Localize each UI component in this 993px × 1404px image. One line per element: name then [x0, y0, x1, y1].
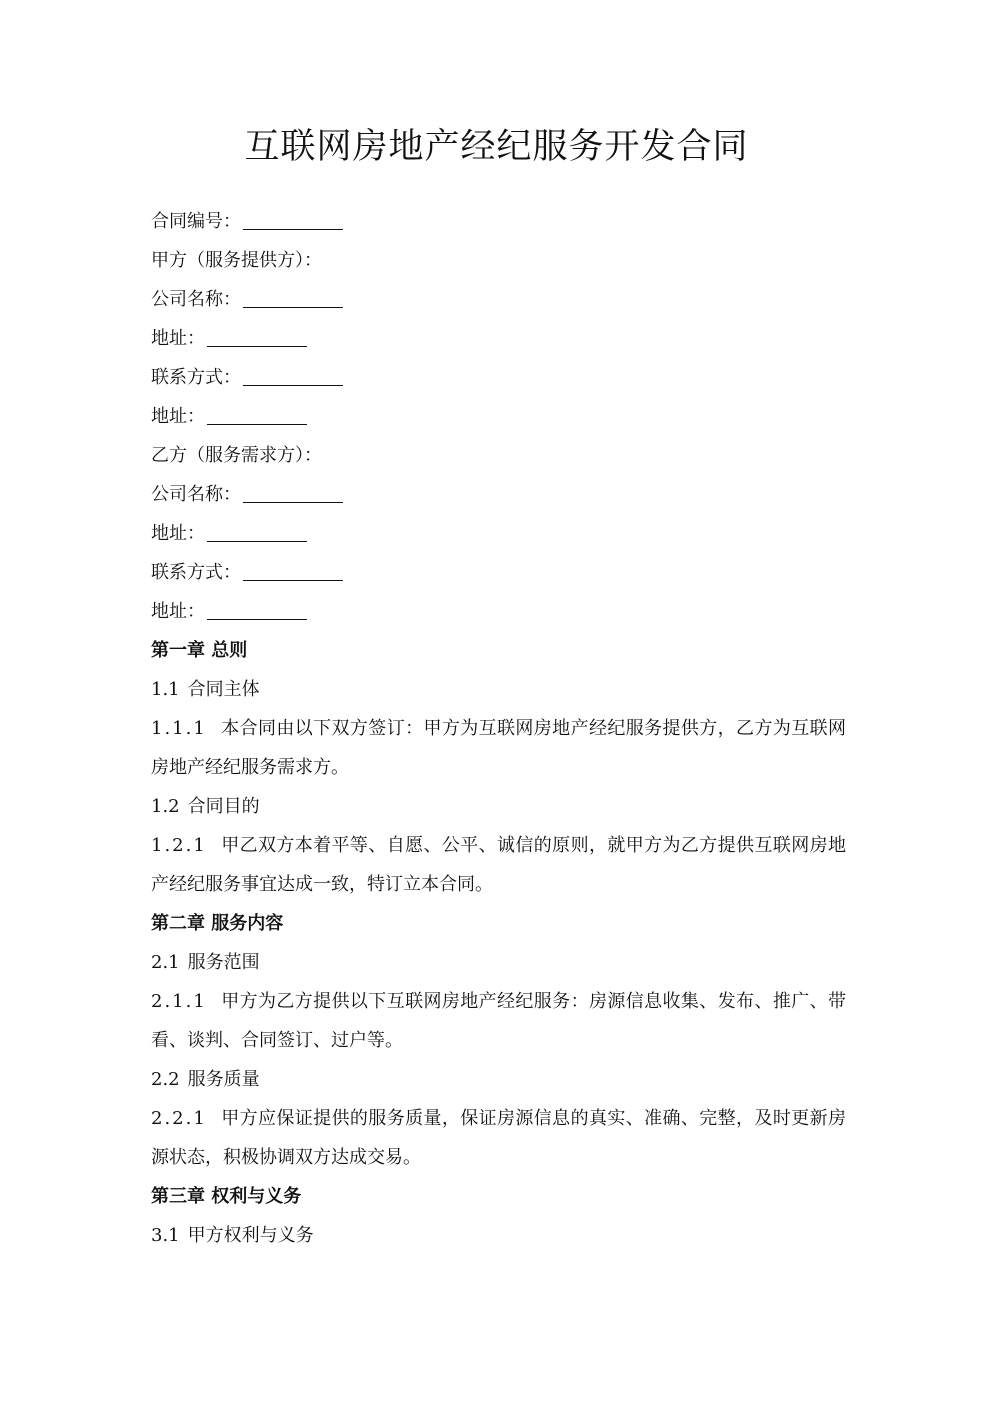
field-party-a-company	[151, 280, 846, 319]
section-number: 2.1	[151, 952, 180, 973]
section-heading	[151, 670, 846, 709]
clause-paragraph	[151, 1099, 846, 1177]
field-party-a-address-2	[151, 397, 846, 436]
clause-paragraph	[151, 982, 846, 1060]
field-label: 地址：	[151, 406, 205, 427]
section-heading	[151, 1216, 846, 1255]
contract-body	[151, 202, 846, 1255]
section-title: 合同主体	[187, 679, 260, 700]
clause-number: 1.2.1	[151, 835, 207, 856]
clause-text: 甲方为乙方提供以下互联网房地产经纪服务：房源信息收集、发布、推广、带看、谈判、合同签订、过户等。	[151, 991, 846, 1051]
party-b-heading	[151, 436, 846, 475]
section-title: 甲方权利与义务	[187, 1225, 314, 1246]
section-title: 服务质量	[187, 1069, 260, 1090]
fill-in-blank	[243, 384, 343, 386]
section-number: 3.1	[151, 1225, 180, 1246]
field-party-b-company	[151, 475, 846, 514]
chapter-heading: 第二章 服务内容	[151, 913, 284, 934]
clause-text: 本合同由以下双方签订：甲方为互联网房地产经纪服务提供方，乙方为互联网房地产经纪服务需求方。	[151, 718, 846, 778]
fill-in-blank	[243, 579, 343, 581]
field-label: 甲方（服务提供方）：	[151, 250, 322, 271]
chapter-heading: 第三章 权利与义务	[151, 1186, 302, 1207]
fill-in-blank	[207, 345, 307, 347]
field-label: 地址：	[151, 523, 205, 544]
section-heading	[151, 943, 846, 982]
contract-title: 互联网房地产经纪服务开发合同	[244, 127, 749, 167]
fill-in-blank	[243, 306, 343, 308]
field-label: 联系方式：	[151, 367, 241, 388]
field-party-a-contact	[151, 358, 846, 397]
field-label: 地址：	[151, 328, 205, 349]
section-title: 服务范围	[187, 952, 260, 973]
field-party-a-address	[151, 319, 846, 358]
clause-text: 甲乙双方本着平等、自愿、公平、诚信的原则，就甲方为乙方提供互联网房地产经纪服务事宜达成一致，特订立本合同。	[151, 835, 846, 895]
field-party-b-address-2	[151, 592, 846, 631]
field-label: 公司名称：	[151, 484, 241, 505]
fill-in-blank	[243, 228, 343, 230]
fill-in-blank	[243, 501, 343, 503]
field-label: 合同编号：	[151, 211, 241, 232]
field-party-b-address	[151, 514, 846, 553]
fill-in-blank	[207, 618, 307, 620]
clause-text: 甲方应保证提供的服务质量，保证房源信息的真实、准确、完整，及时更新房源状态，积极协调双方达成交易。	[151, 1108, 846, 1168]
field-label: 地址：	[151, 601, 205, 622]
party-a-heading	[151, 241, 846, 280]
chapter-heading: 第一章 总则	[151, 640, 248, 661]
section-heading	[151, 1060, 846, 1099]
section-title: 合同目的	[187, 796, 260, 817]
field-party-b-contact	[151, 553, 846, 592]
section-heading	[151, 787, 846, 826]
field-label: 公司名称：	[151, 289, 241, 310]
clause-paragraph	[151, 709, 846, 787]
field-label: 联系方式：	[151, 562, 241, 583]
section-number: 1.1	[151, 679, 180, 700]
fill-in-blank	[207, 423, 307, 425]
field-label: 乙方（服务需求方）：	[151, 445, 322, 466]
field-contract-number	[151, 202, 846, 241]
clause-number: 2.1.1	[151, 991, 207, 1012]
fill-in-blank	[207, 540, 307, 542]
clause-number: 1.1.1	[151, 718, 207, 739]
clause-number: 2.2.1	[151, 1108, 207, 1129]
section-number: 2.2	[151, 1069, 180, 1090]
section-number: 1.2	[151, 796, 180, 817]
clause-paragraph	[151, 826, 846, 904]
